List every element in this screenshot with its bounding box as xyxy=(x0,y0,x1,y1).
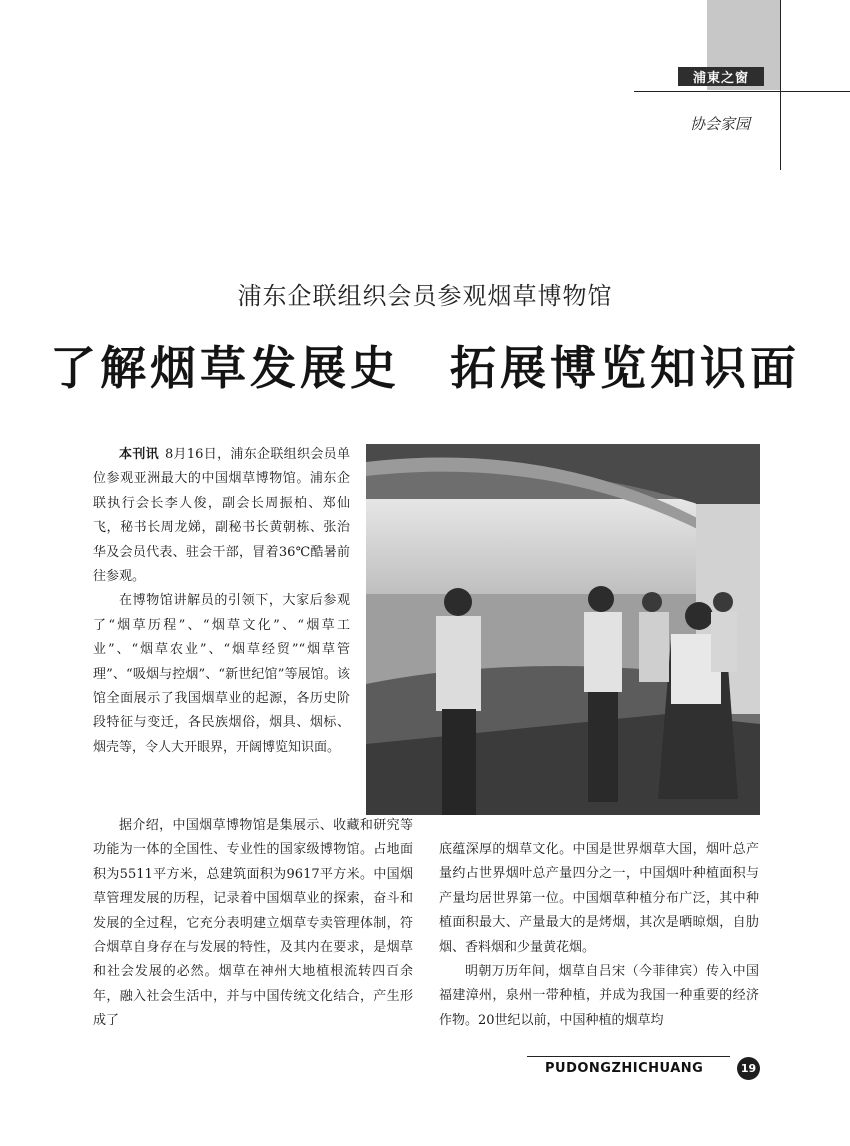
footer-magazine-name: PUDONGZHICHUANG xyxy=(545,1061,704,1076)
museum-visit-photo xyxy=(366,444,760,815)
footer-rule xyxy=(527,1056,730,1057)
paragraph-3: 据介绍，中国烟草博物馆是集展示、收藏和研究等功能为一体的全国性、专业性的国家级博物馆。占地面积为5511平方米，总建筑面积为9617平方米。中国烟草管理发展的历程，记录着中国烟草业的探索，奋斗和发展的全过程，它充分表明建立烟草专卖管理体制，符合烟草自身存在与发展的特性，及其内在要求，是烟草和社会发展的必然。烟草在神州大地植根流转四百余年，融入社会生活中，并与中国传统文化结合，产生形成了 xyxy=(93,818,413,1029)
section-name: 协会家园 xyxy=(690,115,751,133)
paragraph-1 xyxy=(93,443,350,589)
paragraph-1-text: 8月16日，浦东企联组织会员单位参观亚洲最大的中国烟草博物馆。浦东企联执行会长李人俊，副会长周振柏、郑仙飞，秘书长周龙娣，副秘书长黄朝栋、张治华及会员代表、驻会干部，冒着36℃酷暑前往参观。 xyxy=(93,447,350,585)
paragraph-4: 底蕴深厚的烟草文化。中国是世界烟草大国，烟叶总产量约占世界烟叶总产量四分之一，中国烟叶种植面积与产量均居世界第一位。中国烟草种植分布广泛，其中种植面积最大、产量最大的是烤烟，其次是晒晾烟，自肋烟、香料烟和少量黄花烟。 xyxy=(439,842,759,955)
article-column-left-bottom xyxy=(93,814,413,1034)
article-subtitle: 浦东企联组织会员参观烟草博物馆 xyxy=(237,282,613,310)
paragraph-2: 在博物馆讲解员的引领下，大家后参观了“烟草历程”、“烟草文化”、“烟草工业”、“烟草农业”、“烟草经贸”“烟草管理”、“吸烟与控烟”、“新世纪馆”等展馆。该馆全面展示了我国烟草业的起源，各历史阶段特征与变迁，各民族烟俗，烟具、烟标、烟壳等，令人大开眼界，开阔博览知识面。 xyxy=(93,593,350,755)
magazine-logo: 浦東之窗 xyxy=(678,67,764,86)
header-rule-horizontal xyxy=(634,91,850,92)
article-column-left-top xyxy=(93,443,350,760)
paragraph-5: 明朝万历年间，烟草自吕宋（今菲律宾）传入中国福建漳州，泉州一带种植，并成为我国一种重要的经济作物。20世纪以前，中国种植的烟草均 xyxy=(439,964,759,1028)
page-number: 19 xyxy=(737,1057,760,1080)
lead-label: 本刊讯 xyxy=(119,447,159,462)
article-column-right-bottom xyxy=(439,838,759,1033)
header-rule-vertical xyxy=(780,0,781,170)
article-title: 了解烟草发展史 拓展博览知识面 xyxy=(50,341,800,395)
